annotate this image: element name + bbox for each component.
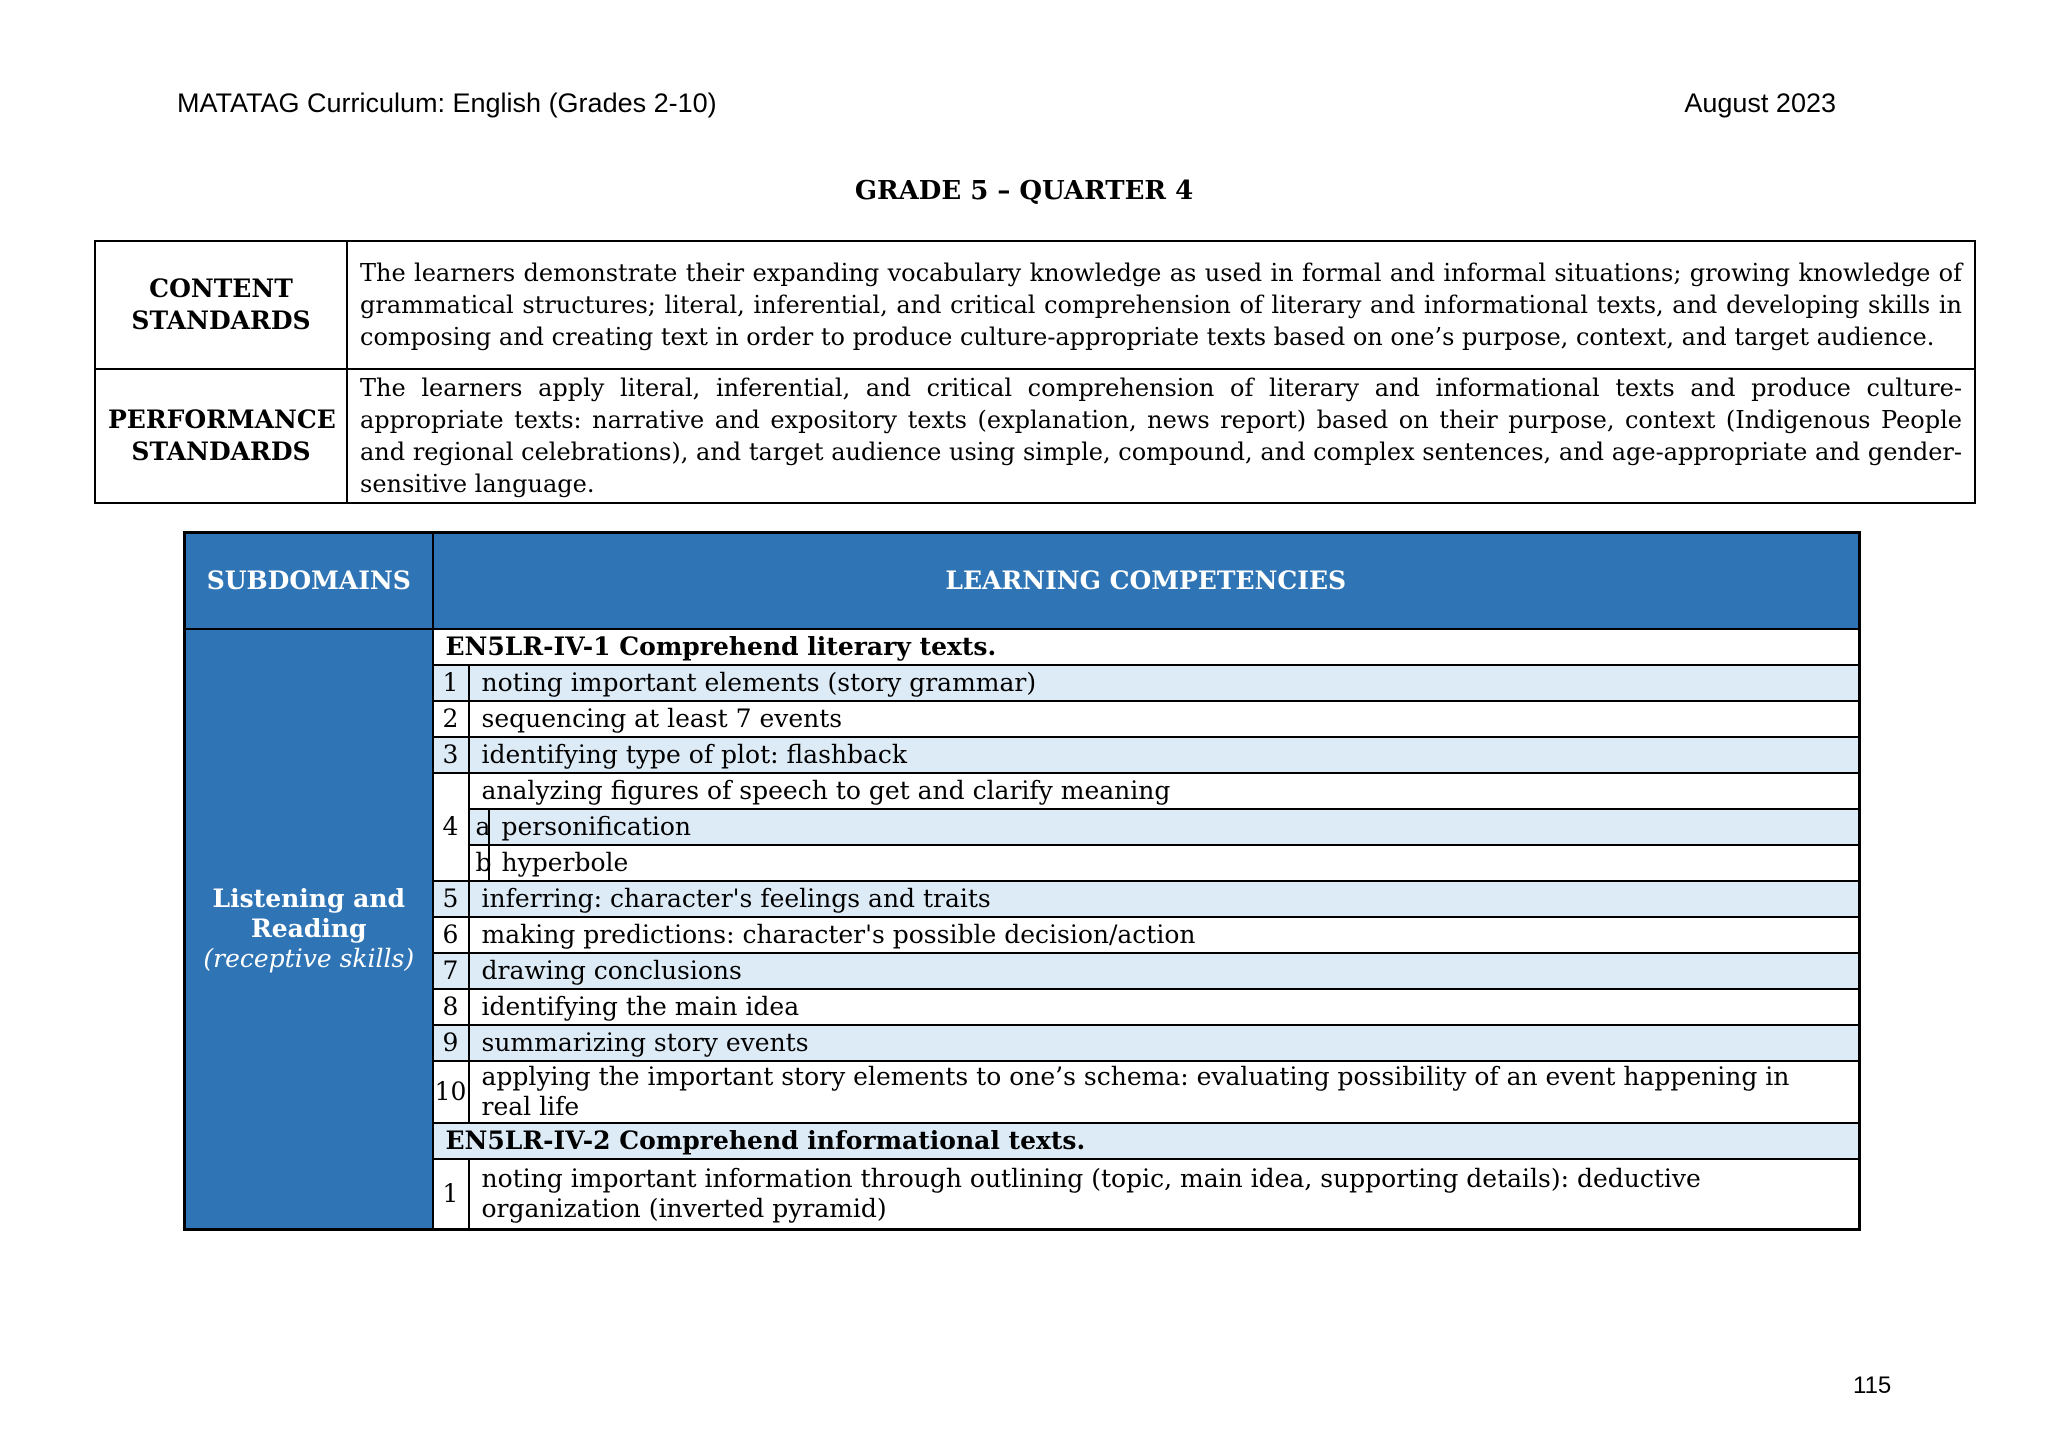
subdomain-listening-reading bbox=[185, 629, 433, 1229]
table-row bbox=[185, 989, 1860, 1025]
table-row bbox=[185, 1159, 1860, 1229]
item-text: analyzing figures of speech to get and clarify meaning bbox=[469, 773, 1860, 809]
item-number: 9 bbox=[433, 1025, 469, 1061]
sub-item-letter: b bbox=[469, 845, 489, 881]
doc-header-title: MATATAG Curriculum: English (Grades 2-10) bbox=[177, 88, 717, 118]
item-number: 1 bbox=[433, 665, 469, 701]
competency-code-lr2: EN5LR-IV-2 Comprehend informational texts. bbox=[433, 1123, 1860, 1159]
item-number: 7 bbox=[433, 953, 469, 989]
table-row bbox=[185, 881, 1860, 917]
table-row bbox=[185, 737, 1860, 773]
item-number: 5 bbox=[433, 881, 469, 917]
table-row bbox=[185, 953, 1860, 989]
subdomain-note: (receptive skills) bbox=[203, 943, 415, 973]
item-text: noting important information through outlining (topic, main idea, supporting details): deductive organization (inverted pyramid) bbox=[469, 1159, 1860, 1229]
item-number: 1 bbox=[433, 1159, 469, 1229]
table-row bbox=[185, 917, 1860, 953]
content-standards-label: CONTENT STANDARDS bbox=[95, 241, 347, 369]
sub-item-text: hyperbole bbox=[489, 845, 1860, 881]
item-text: making predictions: character's possible decision/action bbox=[469, 917, 1860, 953]
item-text: identifying type of plot: flashback bbox=[469, 737, 1860, 773]
item-text: identifying the main idea bbox=[469, 989, 1860, 1025]
grade-quarter-title: GRADE 5 – QUARTER 4 bbox=[854, 176, 1194, 206]
table-row bbox=[185, 773, 1860, 809]
item-text: summarizing story events bbox=[469, 1025, 1860, 1061]
competency-code-lr1: EN5LR-IV-1 Comprehend literary texts. bbox=[433, 629, 1860, 665]
page-number: 115 bbox=[1853, 1372, 1892, 1399]
item-text: inferring: character's feelings and traits bbox=[469, 881, 1860, 917]
subdomains-header: SUBDOMAINS bbox=[185, 533, 433, 630]
subdomain-name: Listening and Reading bbox=[212, 883, 405, 943]
standards-table bbox=[94, 240, 1976, 504]
content-standards-row bbox=[95, 241, 1975, 369]
performance-standards-text: The learners apply literal, inferential, and critical comprehension of literary and informational texts and produce culture-appropriate texts: narrative and expository texts (explanation, news report) based on their purpose, context (Indigenous People and regional celebrations), and target audience using simple, compound, and complex sentences, and age-appropriate and gender-sensitive language. bbox=[347, 369, 1975, 503]
table-row bbox=[185, 665, 1860, 701]
performance-standards-label: PERFORMANCE STANDARDS bbox=[95, 369, 347, 503]
sub-item-letter: a bbox=[469, 809, 489, 845]
item-number: 2 bbox=[433, 701, 469, 737]
item-number: 8 bbox=[433, 989, 469, 1025]
item-number: 3 bbox=[433, 737, 469, 773]
table-row bbox=[185, 1061, 1860, 1123]
item-text: sequencing at least 7 events bbox=[469, 701, 1860, 737]
doc-header-date: August 2023 bbox=[1684, 88, 1836, 118]
competencies-table bbox=[183, 531, 1861, 1231]
item-number: 10 bbox=[433, 1061, 469, 1123]
table-row bbox=[185, 1025, 1860, 1061]
performance-standards-row bbox=[95, 369, 1975, 503]
item-text: applying the important story elements to one’s schema: evaluating possibility of an event happening in real life bbox=[469, 1061, 1860, 1123]
item-text: drawing conclusions bbox=[469, 953, 1860, 989]
sub-item-text: personification bbox=[489, 809, 1860, 845]
item-number: 6 bbox=[433, 917, 469, 953]
learning-competencies-header: LEARNING COMPETENCIES bbox=[433, 533, 1860, 630]
item-number: 4 bbox=[433, 773, 469, 881]
table-row bbox=[185, 701, 1860, 737]
item-text: noting important elements (story grammar) bbox=[469, 665, 1860, 701]
content-standards-text: The learners demonstrate their expanding vocabulary knowledge as used in formal and informal situations; growing knowledge of grammatical structures; literal, inferential, and critical comprehension of literary and informational texts, and developing skills in composing and creating text in order to produce culture-appropriate texts based on one’s purpose, context, and target audience. bbox=[347, 241, 1975, 369]
